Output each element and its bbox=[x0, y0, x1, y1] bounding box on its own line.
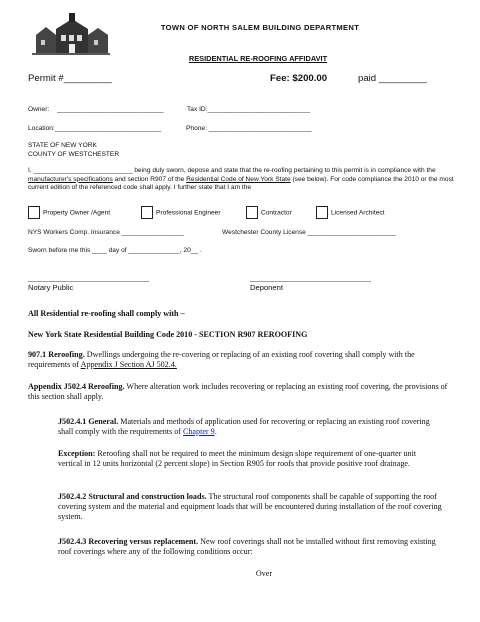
section-9071: 907.1 Reroofing. Dwellings undergoing the re-covering or replacing of an existing roof covering shall comply with the requirements of Appendix J Section AJ 502.4. bbox=[28, 350, 415, 370]
section-j50243: J502.4.3 Recovering versus replacement. New roof coverings shall not be installed without first removing existing roof coverings where any of the following conditions occur: bbox=[58, 537, 436, 557]
exception-note: Exception: Reroofing shall not be required to meet the minimum design slope requirement of one-quarter unit vertical in 12 units horizontal (2 percent slope) in Section R905 for roofs that provide positive roof drainage. bbox=[58, 449, 417, 469]
chapter-9-link[interactable]: Chapter 9 bbox=[182, 427, 215, 437]
owner-label: Owner: bbox=[28, 106, 50, 113]
affidavit-title: RESIDENTIAL RE-ROOFING AFFIDAVIT bbox=[188, 54, 328, 63]
sworn-date-field[interactable]: Sworn before me this ____ day of ______________, 20__ . bbox=[28, 247, 202, 254]
appendix-j-link[interactable]: Appendix J Section AJ 502.4. bbox=[80, 360, 177, 370]
deponent-signature-line[interactable]: _________________________________ bbox=[250, 275, 372, 282]
county-label: COUNTY OF WESTCHESTER bbox=[28, 151, 120, 158]
notary-label: Notary Public bbox=[28, 283, 74, 292]
checkbox-contractor[interactable]: Contractor bbox=[246, 206, 292, 219]
location-field[interactable]: _____________________________ bbox=[54, 125, 162, 132]
location-label: Location: bbox=[28, 125, 55, 132]
nys-code-heading: New York State Residential Building Code 2010 - SECTION R907 REROOFING bbox=[28, 330, 308, 339]
owner-field[interactable]: _____________________________ bbox=[57, 106, 164, 113]
checkbox-professional-engineer[interactable]: Professional Engineer bbox=[141, 206, 221, 219]
fee-amount: Fee: $200.00 bbox=[270, 73, 328, 84]
phone-field[interactable]: ____________________________ bbox=[208, 125, 312, 132]
taxid-field[interactable]: ____________________________ bbox=[207, 106, 311, 113]
residential-code-text: Residential Code of New York State bbox=[186, 175, 291, 183]
checkbox-property-owner[interactable]: Property Owner /Agent bbox=[28, 206, 110, 219]
deponent-label: Deponent bbox=[250, 283, 283, 292]
over-label: Over bbox=[255, 569, 273, 578]
taxid-label: Tax ID: bbox=[187, 106, 208, 113]
notary-signature-line[interactable]: _________________________________ bbox=[28, 275, 150, 282]
town-hall-building-icon bbox=[32, 13, 110, 55]
nys-insurance-field[interactable]: NYS Workers Comp. Insurance _________________ bbox=[28, 229, 185, 236]
phone-label: Phone: bbox=[186, 125, 207, 132]
manufacturer-spec-text: manufacturer's specifications bbox=[28, 175, 113, 183]
permit-number-field[interactable]: Permit #_________ bbox=[28, 73, 112, 84]
department-title: TOWN OF NORTH SALEM BUILDING DEPARTMENT bbox=[160, 23, 360, 32]
oath-name-field[interactable]: I, ___________________________ bbox=[28, 167, 133, 174]
state-label: STATE OF NEW YORK bbox=[28, 142, 97, 149]
compliance-heading: All Residential re-roofing shall comply with – bbox=[28, 309, 185, 318]
section-j50241: J502.4.1 General. Materials and methods of application used for recovering or replacing an existing roof covering shall comply with the requirements of Chapter 9. bbox=[58, 417, 430, 437]
paid-field[interactable]: paid _________ bbox=[358, 73, 427, 84]
section-appendix-j5024: Appendix J502.4 Reroofing. Where alteration work includes recovering or replacing an existing roof covering, the provisions of this section shall apply. bbox=[28, 382, 448, 402]
section-j50242: J502.4.2 Structural and construction loads. The structural roof components shall be capable of supporting the roof covering system and the material and equipment loads that will be encountered during installation of the roof covering system. bbox=[58, 492, 442, 522]
westchester-license-field[interactable]: Westchester County License ________________________ bbox=[222, 229, 396, 236]
oath-paragraph: I, ___________________________ being duly sworn, depose and state that the re-roofing pertaining to this permit is in compliance with the manufacturer's specifications and section R907 of the Residential Code of New York State (see below). For code compliance the 2010 or the most current edition of the referenced code shall apply. I further state that I am the bbox=[28, 167, 454, 192]
checkbox-licensed-architect[interactable]: Licensed Architect bbox=[316, 206, 385, 219]
